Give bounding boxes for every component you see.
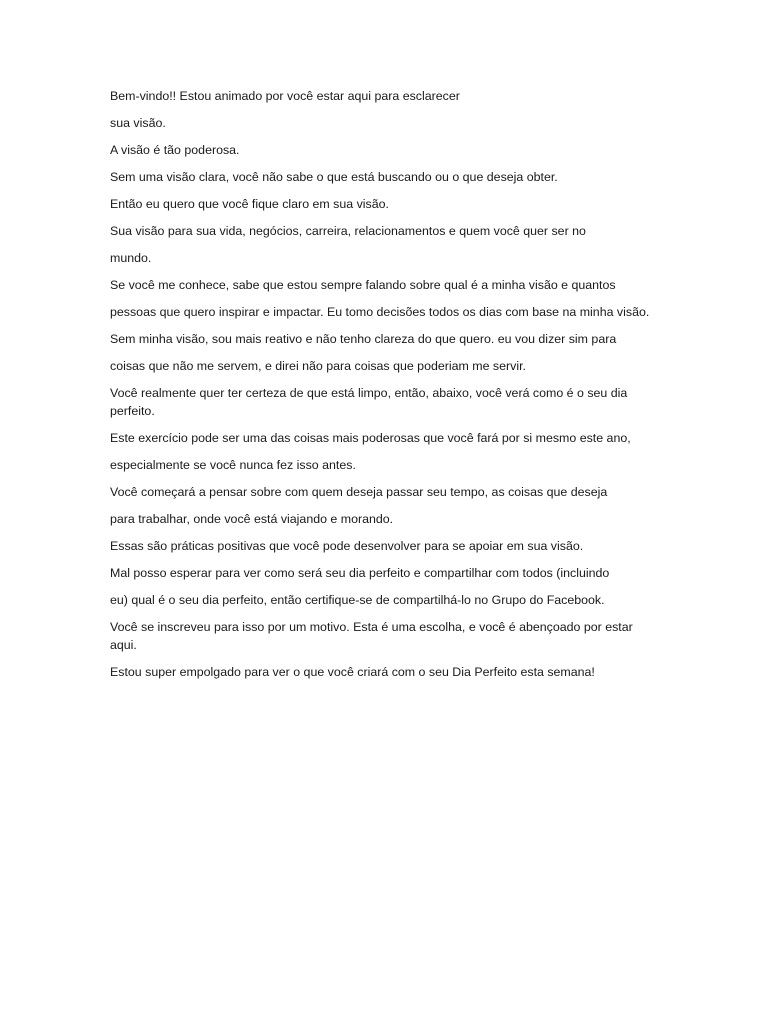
paragraph: especialmente se você nunca fez isso antes. [110, 458, 356, 472]
paragraph: mundo. [110, 251, 152, 265]
paragraph: sua visão. [110, 116, 166, 130]
paragraph: Você realmente quer ter certeza de que está limpo, então, abaixo, você verá como é o seu dia perfeito. [110, 386, 628, 418]
paragraph: para trabalhar, onde você está viajando e morando. [110, 512, 394, 526]
document-body [110, 87, 658, 690]
paragraph: Sem minha visão, sou mais reativo e não tenho clareza do que quero. eu vou dizer sim para [110, 332, 617, 346]
paragraph: Essas são práticas positivas que você pode desenvolver para se apoiar em sua visão. [110, 539, 584, 553]
paragraph: Se você me conhece, sabe que estou sempre falando sobre qual é a minha visão e quantos [110, 278, 616, 292]
paragraph: Então eu quero que você fique claro em sua visão. [110, 197, 389, 211]
paragraph: Estou super empolgado para ver o que você criará com o seu Dia Perfeito esta semana! [110, 665, 595, 679]
paragraph: coisas que não me servem, e direi não para coisas que poderiam me servir. [110, 359, 526, 373]
paragraph: Você começará a pensar sobre com quem deseja passar seu tempo, as coisas que deseja [110, 485, 608, 499]
paragraph: Este exercício pode ser uma das coisas mais poderosas que você fará por si mesmo este ano, [110, 431, 631, 445]
paragraph: eu) qual é o seu dia perfeito, então certifique-se de compartilhá-lo no Grupo do Facebook. [110, 593, 605, 607]
paragraph: pessoas que quero inspirar e impactar. Eu tomo decisões todos os dias com base na minha visão. [110, 305, 650, 319]
paragraph: Você se inscreveu para isso por um motivo. Esta é uma escolha, e você é abençoado por estar aqui. [110, 620, 633, 652]
paragraph: A visão é tão poderosa. [110, 143, 240, 157]
paragraph: Mal posso esperar para ver como será seu dia perfeito e compartilhar com todos (incluindo [110, 566, 610, 580]
paragraph: Sem uma visão clara, você não sabe o que está buscando ou o que deseja obter. [110, 170, 558, 184]
paragraph: Sua visão para sua vida, negócios, carreira, relacionamentos e quem você quer ser no [110, 224, 586, 238]
paragraph: Bem-vindo!! Estou animado por você estar aqui para esclarecer [110, 89, 460, 103]
